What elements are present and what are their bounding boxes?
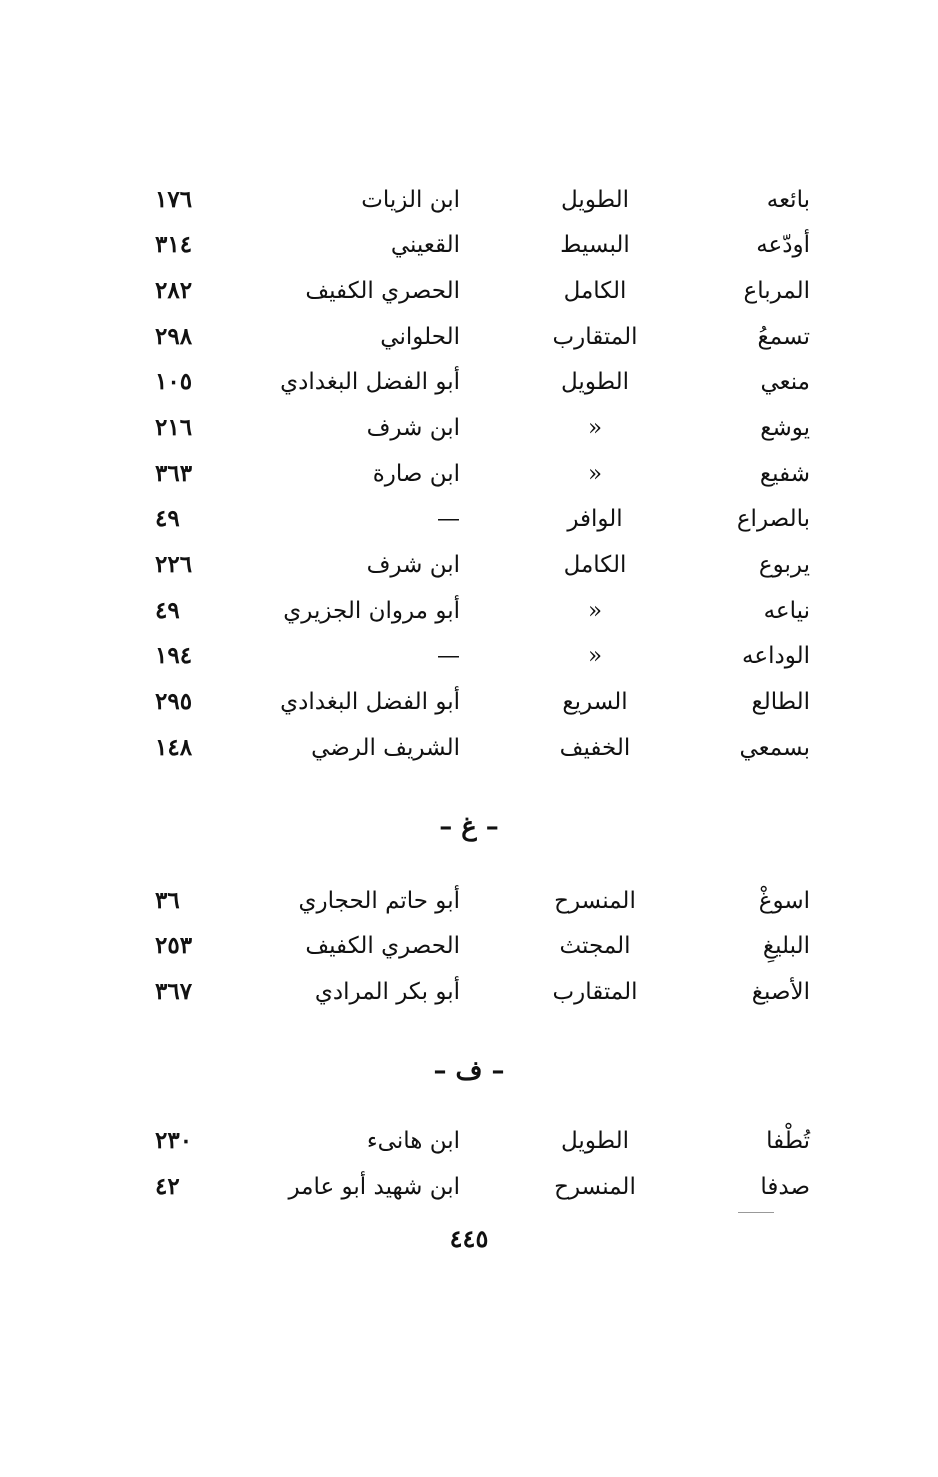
rhyme-word: منعي <box>760 369 810 395</box>
meter-name: البسيط <box>560 232 630 258</box>
page-reference: ٢١٦ <box>155 414 193 441</box>
poet-name: ابن هانىء <box>366 1128 460 1154</box>
page-reference: ٢٨٢ <box>155 277 193 304</box>
poet-name: ابن شهيد أبو عامر <box>288 1174 460 1200</box>
poet-name: أبو الفضل البغدادي <box>280 369 460 395</box>
table-row <box>0 222 938 268</box>
meter-name: الطويل <box>561 187 629 213</box>
page-reference: ١٧٦ <box>155 186 193 213</box>
page-reference: ٢٣٠ <box>155 1127 193 1154</box>
rhyme-word: الأصبغ <box>751 979 810 1005</box>
meter-name: الكامل <box>563 278 627 304</box>
page-reference: ١٠٥ <box>155 368 193 395</box>
ditto-mark: « <box>587 415 603 441</box>
page-number: ٤٤٥ <box>449 1224 489 1253</box>
table-row <box>0 542 938 588</box>
poet-dash: — <box>437 643 460 669</box>
rhyme-word: أودّعه <box>756 232 810 258</box>
poet-name: أبو حاتم الحجاري <box>298 888 460 914</box>
poet-name: الشريف الرضي <box>311 735 460 761</box>
meter-name: السريع <box>562 689 628 715</box>
rhyme-word: الوداعه <box>742 643 810 669</box>
ditto-mark: « <box>587 643 603 669</box>
section-heading-fa: – ف – <box>433 1056 505 1086</box>
meter-name: الوافر <box>567 506 623 532</box>
poet-name: ابن شرف <box>366 415 460 441</box>
page-reference: ٣٦٧ <box>155 978 193 1005</box>
table-row <box>0 451 938 497</box>
poet-name: ابن صارة <box>372 461 460 487</box>
meter-name: الخفيف <box>559 735 631 761</box>
poet-name: ابن الزيات <box>361 187 460 213</box>
meter-name: الطويل <box>561 1128 629 1154</box>
page-reference: ٣٦ <box>155 887 180 914</box>
rhyme-word: تُطْفا <box>766 1128 810 1154</box>
poet-name: الحصري الكفيف <box>305 278 460 304</box>
page-reference: ١٤٨ <box>155 734 193 761</box>
section-heading-ghain: – غ – <box>439 812 499 842</box>
page-reference: ١٩٤ <box>155 642 193 669</box>
meter-name: المجتث <box>559 933 631 959</box>
rhyme-word: نياعه <box>763 598 810 624</box>
meter-name: المتقارب <box>552 324 638 350</box>
rhyme-word: يربوع <box>758 552 810 578</box>
poet-name: الحصري الكفيف <box>305 933 460 959</box>
poet-name: الحلواني <box>380 324 460 350</box>
page-reference: ٤٢ <box>155 1173 180 1200</box>
page-reference: ٢٢٦ <box>155 551 193 578</box>
rhyme-word: بالصراع <box>736 506 810 532</box>
meter-name: المنسرح <box>554 1174 636 1200</box>
table-row <box>0 1164 938 1210</box>
page-reference: ٣٦٣ <box>155 460 193 487</box>
poet-name: ابن شرف <box>366 552 460 578</box>
page-reference: ٢٩٥ <box>155 688 193 715</box>
rhyme-word: تسمعُ <box>757 324 810 350</box>
table-row <box>0 878 938 924</box>
page-reference: ٤٩ <box>155 505 180 532</box>
table-row <box>0 314 938 360</box>
rhyme-word: شفيع <box>759 461 810 487</box>
poet-name: أبو بكر المرادي <box>314 979 460 1005</box>
meter-name: الطويل <box>561 369 629 395</box>
page-reference: ٢٥٣ <box>155 932 193 959</box>
table-row <box>0 268 938 314</box>
poet-name: القعيني <box>390 232 460 258</box>
rhyme-word: المرباع <box>743 278 810 304</box>
table-row <box>0 923 938 969</box>
meter-name: المتقارب <box>552 979 638 1005</box>
meter-name: الكامل <box>563 552 627 578</box>
meter-name: المنسرح <box>554 888 636 914</box>
ditto-mark: « <box>587 598 603 624</box>
table-row <box>0 725 938 771</box>
poet-name: أبو الفضل البغدادي <box>280 689 460 715</box>
rhyme-word: بائعه <box>766 187 810 213</box>
page-reference: ٢٩٨ <box>155 323 193 350</box>
table-row <box>0 588 938 634</box>
rhyme-word: اسوغْ <box>758 888 810 914</box>
rhyme-word: البليغِ <box>762 933 810 959</box>
table-row <box>0 359 938 405</box>
table-row <box>0 969 938 1015</box>
table-row <box>0 679 938 725</box>
table-row <box>0 405 938 451</box>
rhyme-word: يوشع <box>760 415 810 441</box>
table-row <box>0 496 938 542</box>
short-divider <box>738 1212 774 1213</box>
page-reference: ٣١٤ <box>155 231 193 258</box>
rhyme-word: صدفا <box>760 1174 810 1200</box>
rhyme-word: الطالع <box>751 689 810 715</box>
table-row <box>0 633 938 679</box>
table-row <box>0 1118 938 1164</box>
page-reference: ٤٩ <box>155 597 180 624</box>
poet-name: أبو مروان الجزيري <box>283 598 460 624</box>
ditto-mark: « <box>587 461 603 487</box>
table-row <box>0 177 938 223</box>
rhyme-word: بسمعي <box>739 735 810 761</box>
poet-dash: — <box>437 506 460 532</box>
